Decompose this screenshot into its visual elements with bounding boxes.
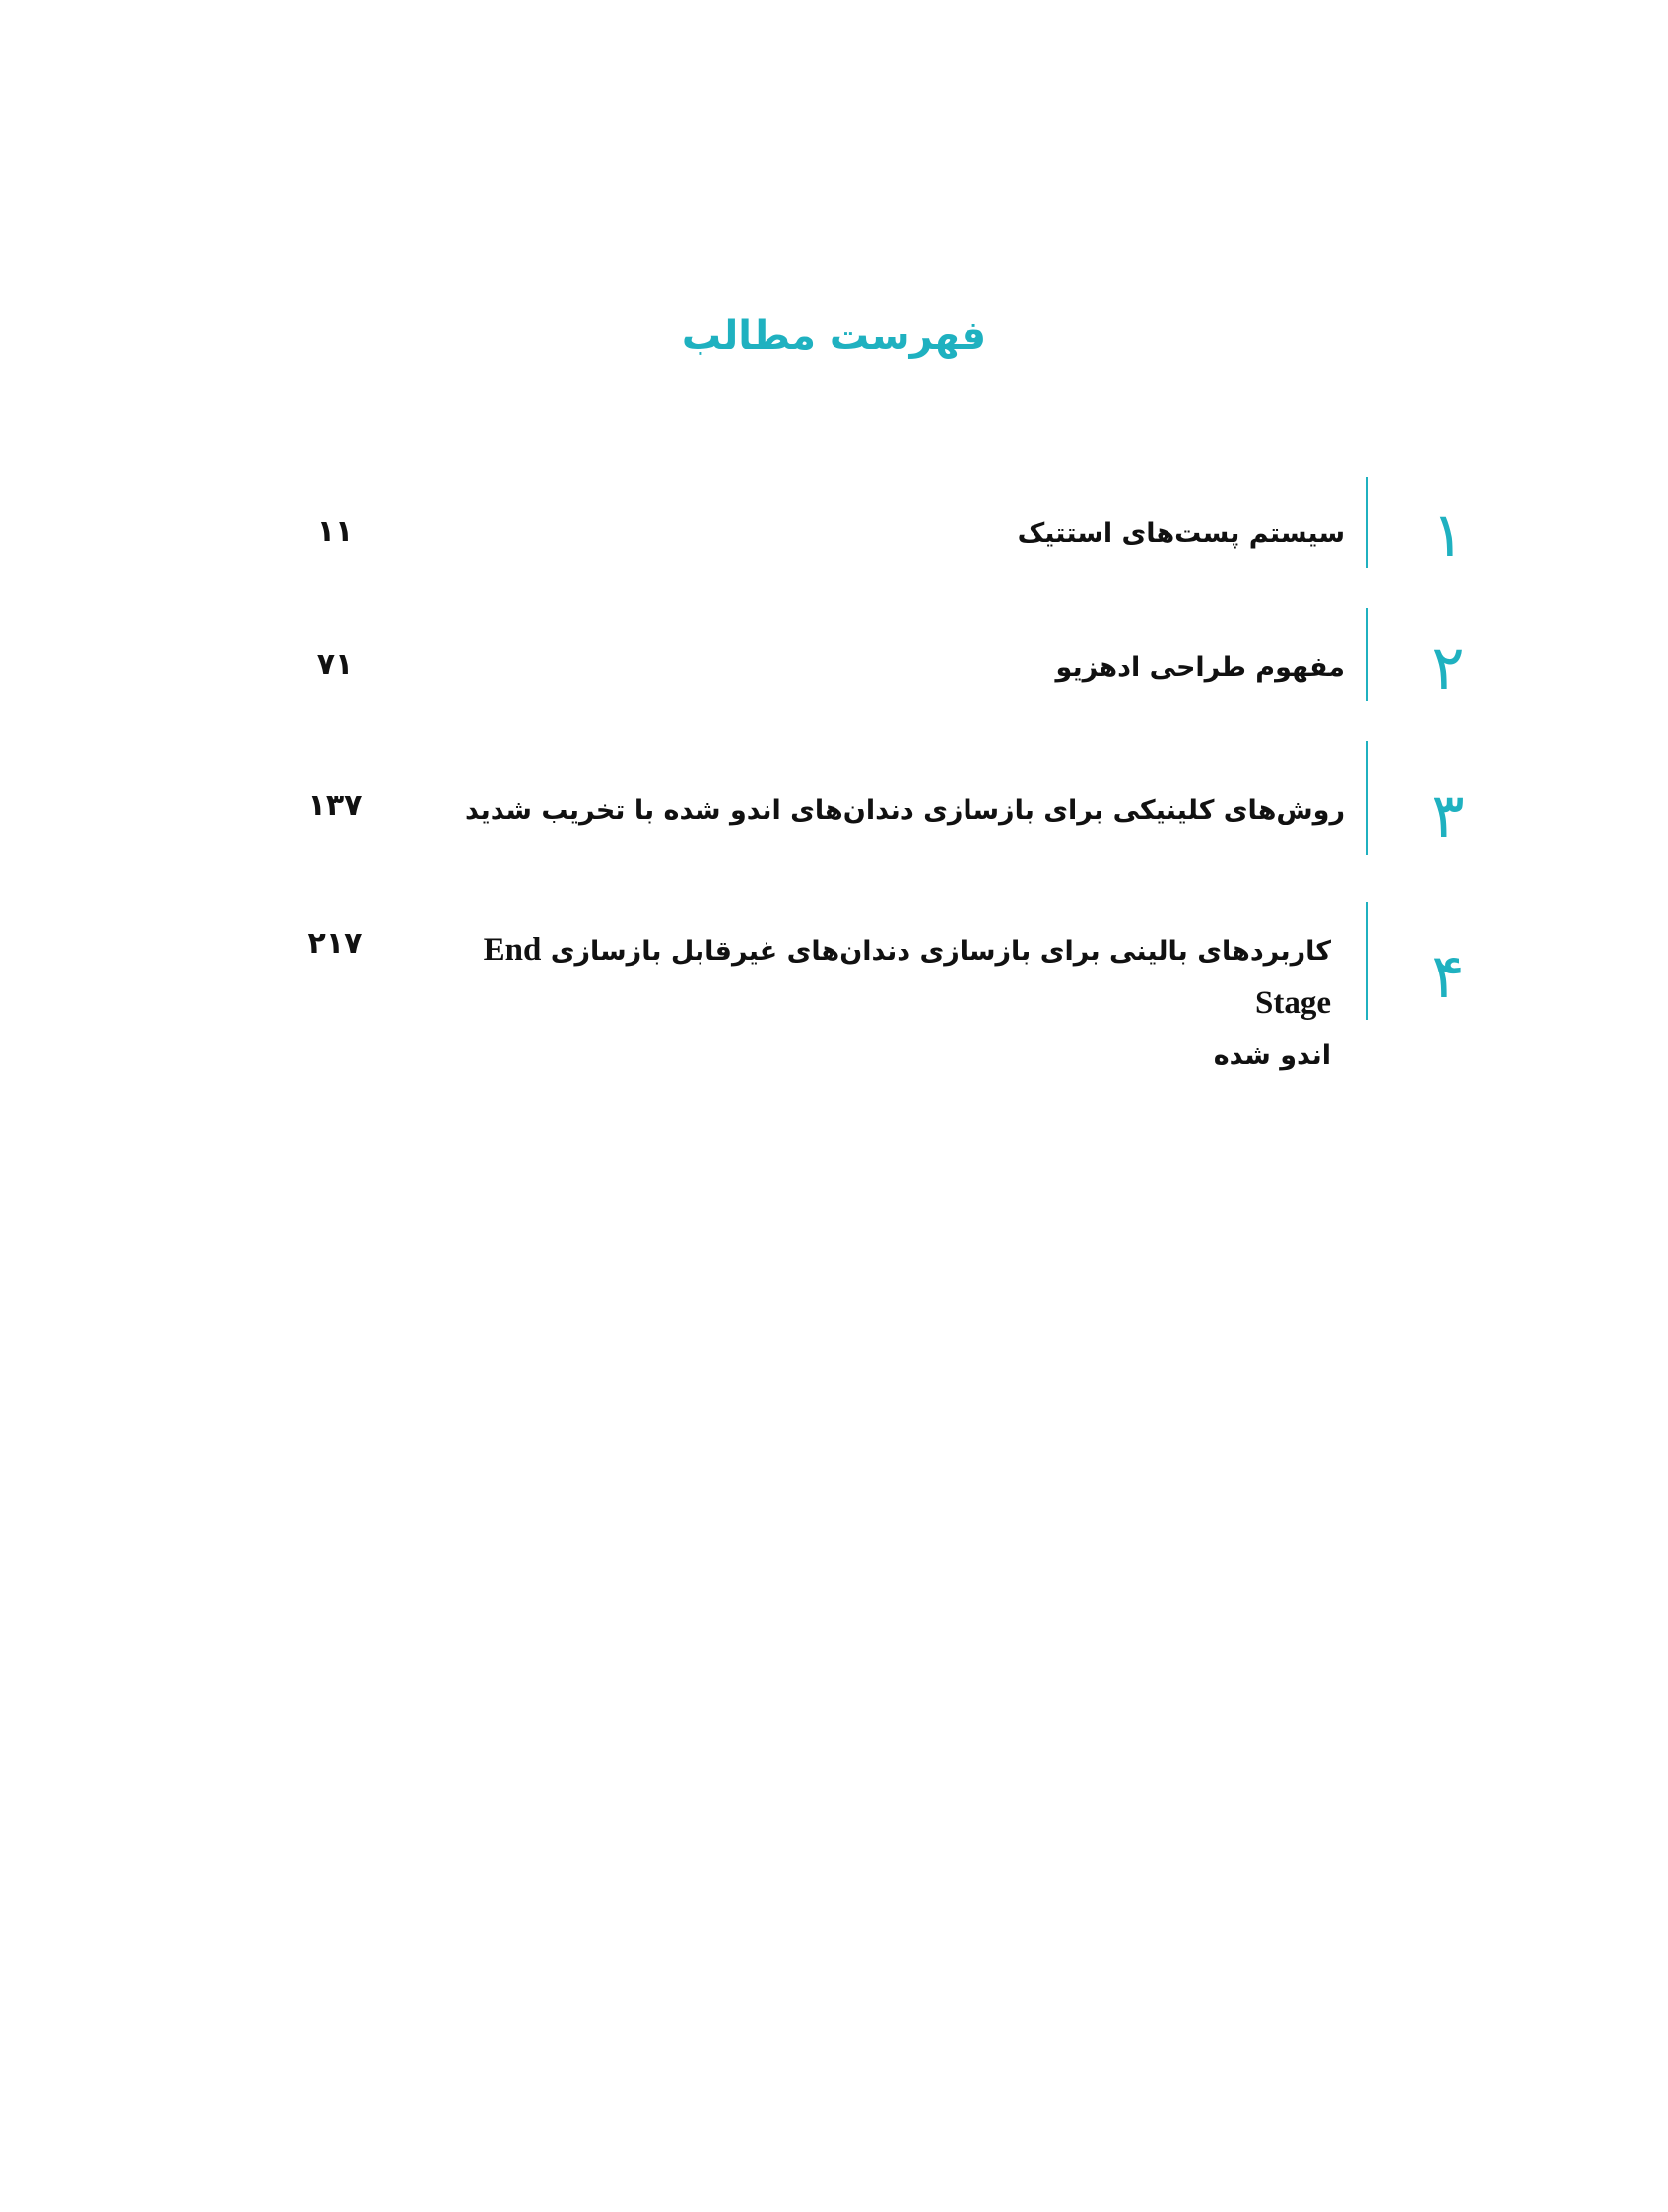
divider (1366, 741, 1368, 855)
chapter-title: روش‌های کلینیکی برای بازسازی دندان‌های اندو شده با تخریب شدید (465, 795, 1345, 826)
page-number: ۲۱۷ (307, 926, 363, 961)
chapter-title: مفهوم طراحی ادهزیو (1055, 652, 1345, 683)
chapter-number: ۴ (1432, 940, 1465, 1012)
divider (1366, 477, 1368, 568)
divider (1366, 608, 1368, 701)
chapter-number: ۳ (1432, 779, 1465, 851)
page-title: فهرست مطالب (681, 313, 987, 359)
chapter-title-part1: کاربردهای بالینی برای بازسازی دندان‌های غیرقابل بازسازی (550, 936, 1331, 967)
chapter-number: ۱ (1432, 499, 1465, 570)
chapter-title-latin: End Stage (483, 932, 1331, 1021)
page-number: ۱۱ (316, 514, 354, 549)
chapter-title (405, 924, 1331, 1082)
page-number: ۷۱ (316, 647, 354, 682)
page-number: ۱۳۷ (307, 788, 363, 823)
chapter-title: سیستم پست‌های استتیک (1017, 518, 1345, 549)
chapter-number: ۲ (1432, 632, 1465, 704)
divider (1366, 902, 1368, 1020)
chapter-title-part2: اندو شده (1213, 1040, 1331, 1071)
